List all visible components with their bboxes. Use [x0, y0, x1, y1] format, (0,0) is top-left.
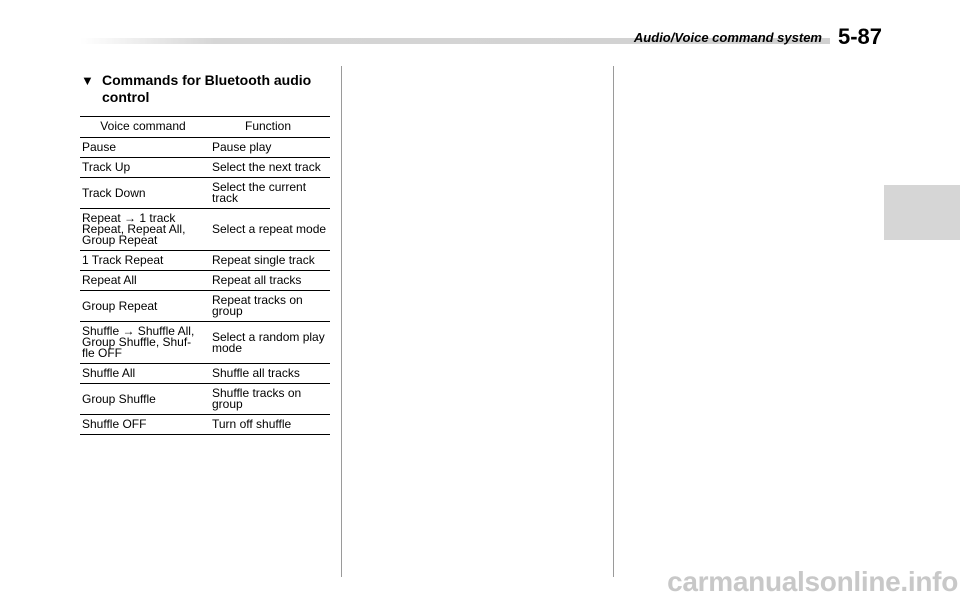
- cell-voice-command-line: Shuffle OFF: [82, 417, 147, 431]
- table-body: [80, 138, 330, 435]
- cell-function: [206, 271, 330, 291]
- column-header-function: Function: [206, 117, 330, 138]
- cell-function: [206, 291, 330, 322]
- cell-function-line: Repeat tracks on: [212, 293, 303, 307]
- cell-function-line: Select the next track: [212, 160, 321, 174]
- cell-function: [206, 178, 330, 209]
- cell-voice-command-line: Group Repeat: [82, 233, 158, 247]
- cell-voice-command-line: 1 Track Repeat: [82, 253, 164, 267]
- cell-voice-command-line: Group Shuffle, Shuf-: [82, 335, 192, 349]
- column-divider-right: [613, 66, 614, 577]
- cell-voice-command: [80, 291, 206, 322]
- table-row: [80, 415, 330, 435]
- chapter-tab: [884, 185, 960, 240]
- cell-function: [206, 209, 330, 251]
- cell-function-line: Select the current: [212, 180, 307, 194]
- cell-voice-command-line: Track Up: [82, 160, 131, 174]
- cell-function-line: Repeat single track: [212, 253, 315, 267]
- cell-voice-command: [80, 251, 206, 271]
- section-heading: [81, 72, 331, 106]
- cell-voice-command: [80, 322, 206, 364]
- cell-voice-command: [80, 178, 206, 209]
- cell-voice-command-line: fle OFF: [82, 346, 123, 360]
- cell-function-line: Turn off shuffle: [212, 417, 292, 431]
- section-title-line-2: control: [102, 89, 150, 105]
- voice-command-table: [80, 116, 330, 435]
- table-row: [80, 209, 330, 251]
- cell-function-line: Select a random play: [212, 329, 325, 344]
- cell-function-line: group: [212, 304, 243, 318]
- cell-voice-command: [80, 364, 206, 384]
- column-divider-left: [341, 66, 342, 577]
- cell-function-line: Pause play: [212, 140, 272, 154]
- cell-voice-command: [80, 158, 206, 178]
- cell-voice-command-line: Pause: [82, 140, 117, 154]
- cell-function: [206, 138, 330, 158]
- cell-voice-command: [80, 138, 206, 158]
- table-row: [80, 138, 330, 158]
- cell-function: [206, 364, 330, 384]
- table-row: [80, 322, 330, 364]
- cell-voice-command-line: Shuffle → Shuffle All,: [82, 324, 195, 338]
- table-row: [80, 384, 330, 415]
- cell-voice-command-line: Repeat → 1 track: [82, 211, 176, 225]
- cell-voice-command-line: Repeat All: [82, 273, 137, 287]
- cell-function: [206, 322, 330, 364]
- cell-function: [206, 384, 330, 415]
- running-header-title: Audio/Voice command system: [633, 30, 822, 45]
- cell-voice-command: [80, 209, 206, 251]
- section-title-line-1: Commands for Bluetooth audio: [102, 72, 312, 88]
- cell-function-line: Shuffle all tracks: [212, 366, 300, 380]
- cell-voice-command: [80, 271, 206, 291]
- watermark-logo: carmanualsonline.info: [667, 566, 958, 597]
- cell-function-line: mode: [212, 340, 243, 355]
- column-header-voice-command: Voice command: [80, 117, 206, 138]
- cell-function-line: Select a repeat mode: [212, 222, 327, 236]
- cell-function-line: Shuffle tracks on: [212, 386, 302, 400]
- cell-voice-command: [80, 415, 206, 435]
- table-header-row: [80, 117, 330, 138]
- cell-voice-command-line: Shuffle All: [82, 366, 136, 380]
- cell-voice-command-line: Repeat, Repeat All,: [82, 222, 186, 236]
- cell-voice-command-line: Group Repeat: [82, 298, 158, 313]
- cell-voice-command-line: Track Down: [82, 185, 146, 200]
- cell-voice-command: [80, 384, 206, 415]
- table-row: [80, 364, 330, 384]
- section-marker-icon: ▼: [81, 73, 94, 88]
- cell-function: [206, 251, 330, 271]
- cell-function: [206, 158, 330, 178]
- cell-function-line: Repeat all tracks: [212, 273, 302, 287]
- table-row: [80, 178, 330, 209]
- cell-function: [206, 415, 330, 435]
- table-row: [80, 158, 330, 178]
- cell-function-line: track: [212, 191, 239, 205]
- table-row: [80, 271, 330, 291]
- page-number: 5-87: [838, 24, 883, 49]
- cell-function-line: group: [212, 397, 243, 411]
- cell-voice-command-line: Group Shuffle: [82, 391, 156, 406]
- table-row: [80, 291, 330, 322]
- table-row: [80, 251, 330, 271]
